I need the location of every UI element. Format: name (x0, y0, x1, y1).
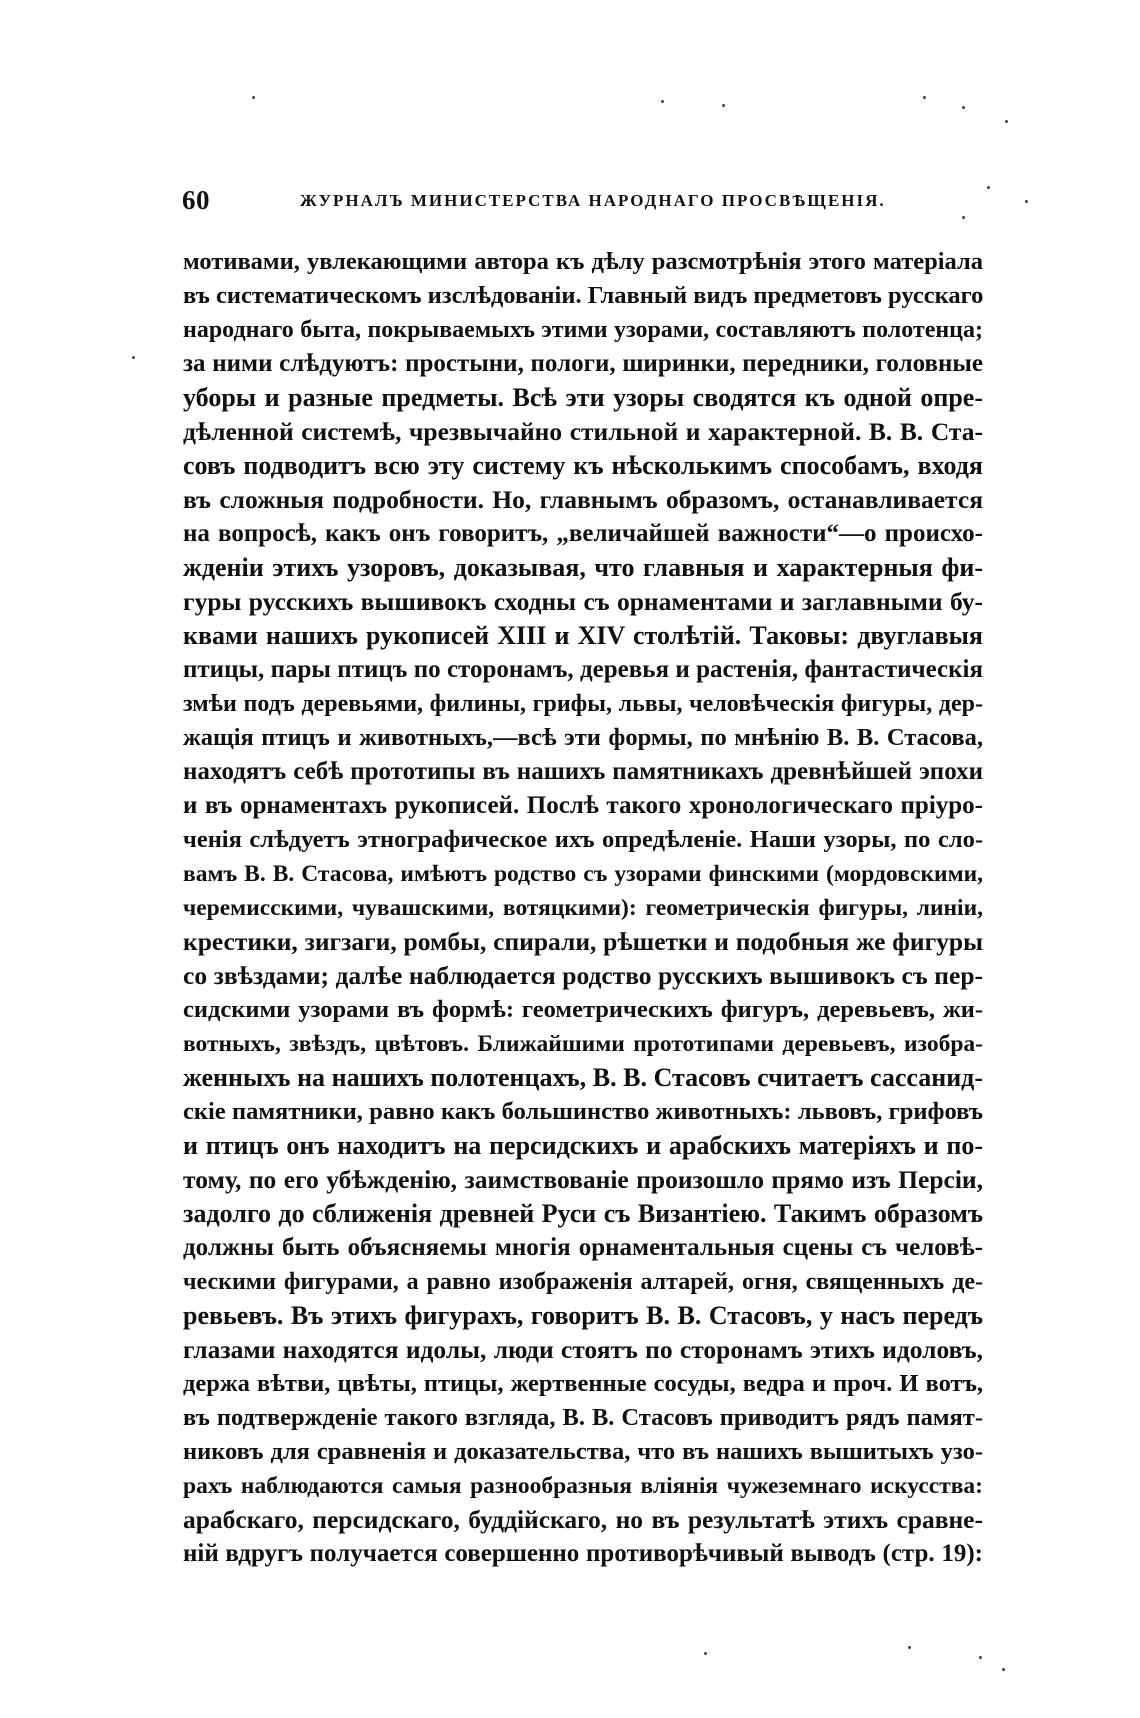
text-line: крестики, зигзаги, ромбы, спирали, рѣшетки и подобныя же фигуры (183, 927, 983, 956)
text-line: женныхъ на нашихъ полотенцахъ, В. В. Стасовъ считаетъ сассанид- (183, 1063, 983, 1092)
scan-speck (722, 104, 725, 107)
running-head: ЖУРНАЛЪ МИНИСТЕРСТВА НАРОДНАГО ПРОСВѢЩЕНІЯ. (300, 191, 886, 210)
text-line: жащія птицъ и животныхъ,—всѣ эти формы, по мнѣнію В. В. Стасова, (183, 724, 983, 751)
scan-speck (923, 96, 926, 99)
text-line: въ подтвержденіе такого взгляда, В. В. Стасовъ приводитъ рядъ памят- (183, 1404, 983, 1431)
scan-speck (132, 356, 135, 359)
text-line: глазами находятся идолы, люди стоятъ по сторонамъ этихъ идоловъ, (183, 1335, 983, 1364)
text-line: совъ подводитъ всю эту систему къ нѣсколькимъ способамъ, входя (183, 451, 983, 480)
scan-speck (1025, 200, 1028, 203)
text-line: сидскими узорами въ формѣ: геометрическихъ фигуръ, деревьевъ, жи- (183, 996, 983, 1023)
text-line: черемисскими, чувашскими, вотяцкими): геометрическія фигуры, линіи, (183, 895, 983, 921)
text-line: скіе памятники, равно какъ большинство животныхъ: львовъ, грифовъ (183, 1098, 983, 1125)
text-line: рахъ наблюдаются самыя разнообразныя вліянія чужеземнаго искусства: (183, 1473, 983, 1499)
text-line: квами нашихъ рукописей XIII и XIV столѣтій. Таковы: двуглавыя (183, 621, 983, 650)
text-line: жденіи этихъ узоровъ, доказывая, что главныя и характерныя фи- (183, 553, 983, 582)
scan-speck (962, 216, 965, 219)
text-line: змѣи подъ деревьями, филины, грифы, львы, человѣческія фигуры, дер- (183, 691, 983, 717)
text-line: должны быть объясняемы многія орнаментальныя сцены съ человѣ- (183, 1234, 983, 1261)
text-line: со звѣздами; далѣе наблюдается родство русскихъ вышивокъ съ пер- (183, 961, 983, 990)
scan-speck (252, 96, 255, 99)
text-line: находятъ себѣ прототипы въ нашихъ памятникахъ древнѣйшей эпохи (183, 758, 983, 785)
scan-speck (661, 100, 664, 103)
text-line: вамъ В. В. Стасова, имѣютъ родство съ узорами финскими (мордовскими, (183, 861, 983, 887)
text-line: и птицъ онъ находитъ на персидскихъ и арабскихъ матеріяхъ и по- (183, 1131, 983, 1160)
text-line: гуры русскихъ вышивокъ сходны съ орнаментами и заглавными бу- (183, 587, 983, 616)
scan-speck (1002, 1668, 1005, 1671)
text-line: ній вдругъ получается совершенно противорѣчивый выводъ (стр. 19): (183, 1540, 983, 1567)
scan-speck (987, 186, 990, 189)
text-line: уборы и разные предметы. Всѣ эти узоры сводятся къ одной опре- (183, 383, 983, 412)
text-line: за ними слѣдуютъ: простыни, пологи, ширинки, передники, головные (183, 350, 983, 377)
text-line: ченія слѣдуетъ этнографическое ихъ опредѣленіе. Наши узоры, по сло- (183, 826, 983, 853)
text-line: тому, по его убѣжденію, заимствованіе произошло прямо изъ Персіи, (183, 1165, 983, 1194)
text-line: птицы, пары птицъ по сторонамъ, деревья и растенія, фантастическія (183, 656, 983, 683)
page-header (182, 185, 982, 221)
text-line: держа вѣтви, цвѣты, птицы, жертвенные сосуды, ведра и проч. И вотъ, (183, 1370, 983, 1397)
scan-speck (1005, 120, 1008, 123)
text-line: и въ орнаментахъ рукописей. Послѣ такого хронологическаго пріуро- (183, 792, 983, 819)
text-line: арабскаго, персидскаго, буддійскаго, но въ результатѣ этихъ сравне- (183, 1505, 983, 1534)
text-line: дѣленной системѣ, чрезвычайно стильной и характерной. В. В. Ста- (183, 417, 983, 446)
body-text (183, 245, 983, 1571)
text-line: задолго до сближенія древней Руси съ Византіею. Такимъ образомъ (183, 1199, 983, 1228)
text-line: въ систематическомъ изслѣдованіи. Главный видъ предметовъ русскаго (183, 282, 983, 309)
text-line: мотивами, увлекающими автора къ дѣлу разсмотрѣнія этого матеріала (183, 248, 983, 275)
scan-speck (962, 106, 965, 109)
text-line: ревьевъ. Въ этихъ фигурахъ, говоритъ В. В. Стасовъ, у насъ передъ (183, 1301, 983, 1330)
scan-speck (979, 1656, 982, 1659)
text-line: никовъ для сравненія и доказательства, что въ нашихъ вышитыхъ узо- (183, 1438, 983, 1465)
scan-speck (908, 1646, 911, 1649)
scan-speck (704, 1652, 707, 1655)
text-line: на вопросѣ, какъ онъ говоритъ, „величайшей важности“—о происхо- (183, 520, 983, 547)
text-line: народнаго быта, покрываемыхъ этими узорами, составляютъ полотенца; (183, 317, 983, 343)
text-line: вотныхъ, звѣздъ, цвѣтовъ. Ближайшими прототипами деревьевъ, изобра- (183, 1031, 983, 1057)
text-line: въ сложныя подробности. Но, главнымъ образомъ, останавливается (183, 485, 983, 514)
page-number: 60 (182, 185, 210, 215)
text-line: ческими фигурами, а равно изображенія алтарей, огня, священныхъ де- (183, 1269, 983, 1295)
